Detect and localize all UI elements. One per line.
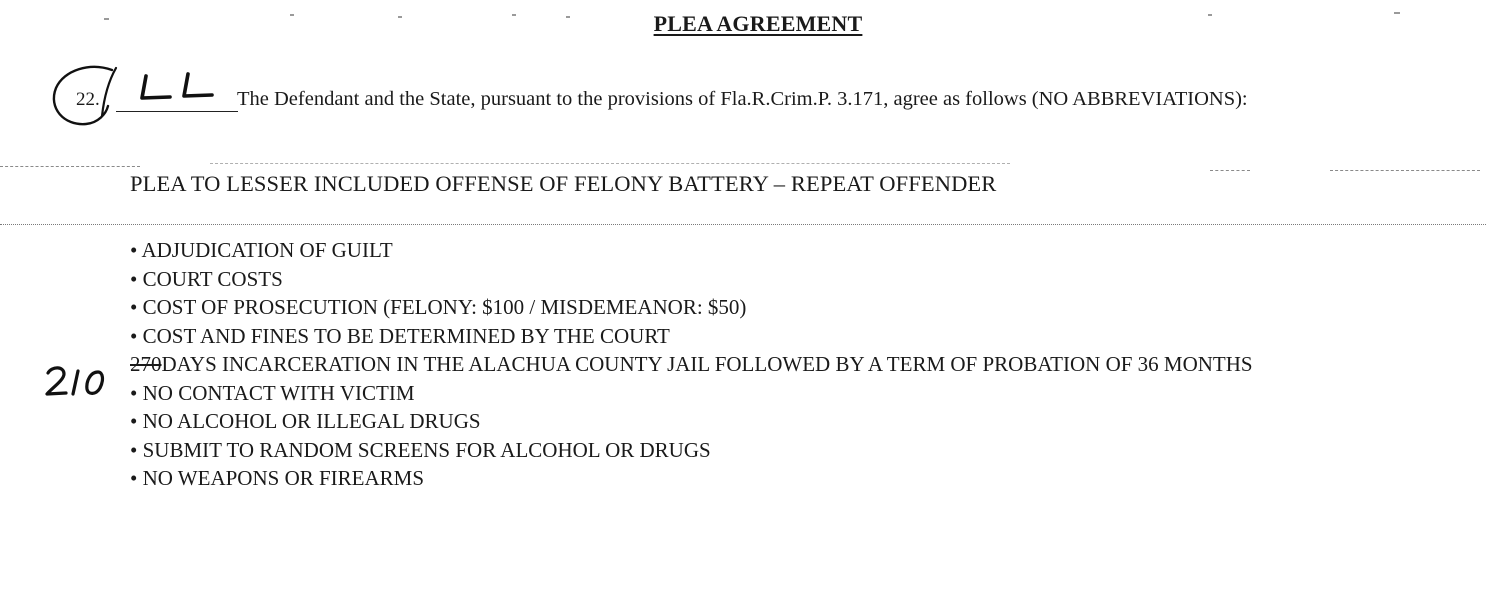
list-item-incarceration: 270DAYS INCARCERATION IN THE ALACHUA COUNTY JAIL FOLLOWED BY A TERM OF PROBATION OF 36 MONTHS xyxy=(130,352,1253,376)
plea-heading: PLEA TO LESSER INCLUDED OFFENSE OF FELONY BATTERY – REPEAT OFFENDER xyxy=(130,171,997,196)
paragraph-number: 22. xyxy=(76,89,100,110)
scan-line xyxy=(1210,170,1250,171)
scan-line xyxy=(0,166,140,167)
list-item: • NO WEAPONS OR FIREARMS xyxy=(130,466,425,490)
list-item: • SUBMIT TO RANDOM SCREENS FOR ALCOHOL OR DRUGS xyxy=(130,437,711,462)
handwritten-correction-210 xyxy=(44,364,124,398)
svg-text:210: 210 xyxy=(44,364,46,365)
list-item: • COST OF PROSECUTION (FELONY: $100 / MISDEMEANOR: $50) xyxy=(130,295,747,319)
intro-paragraph: The Defendant and the State, pursuant to the provisions of Fla.R.Crim.P. 3.171, agree as follows (NO ABBREVIATIONS): xyxy=(237,88,1248,110)
terms-list xyxy=(130,236,1410,493)
list-item: • NO CONTACT WITH VICTIM xyxy=(130,380,415,405)
list-item: • COST AND FINES TO BE DETERMINED BY THE COURT xyxy=(130,323,670,348)
struck-days: 270 xyxy=(130,352,162,376)
list-item: • NO ALCOHOL OR ILLEGAL DRUGS xyxy=(130,409,481,433)
svg-text:LL: LL xyxy=(238,110,240,111)
initials-blank-line xyxy=(116,111,238,112)
scan-line xyxy=(210,163,1010,164)
scan-line xyxy=(0,224,1486,225)
list-item: • COURT COSTS xyxy=(130,266,283,291)
document-title: PLEA AGREEMENT xyxy=(653,11,863,36)
list-item: • ADJUDICATION OF GUILT xyxy=(130,238,393,262)
scan-line xyxy=(1330,170,1480,171)
paragraph-number-circled xyxy=(50,64,120,126)
